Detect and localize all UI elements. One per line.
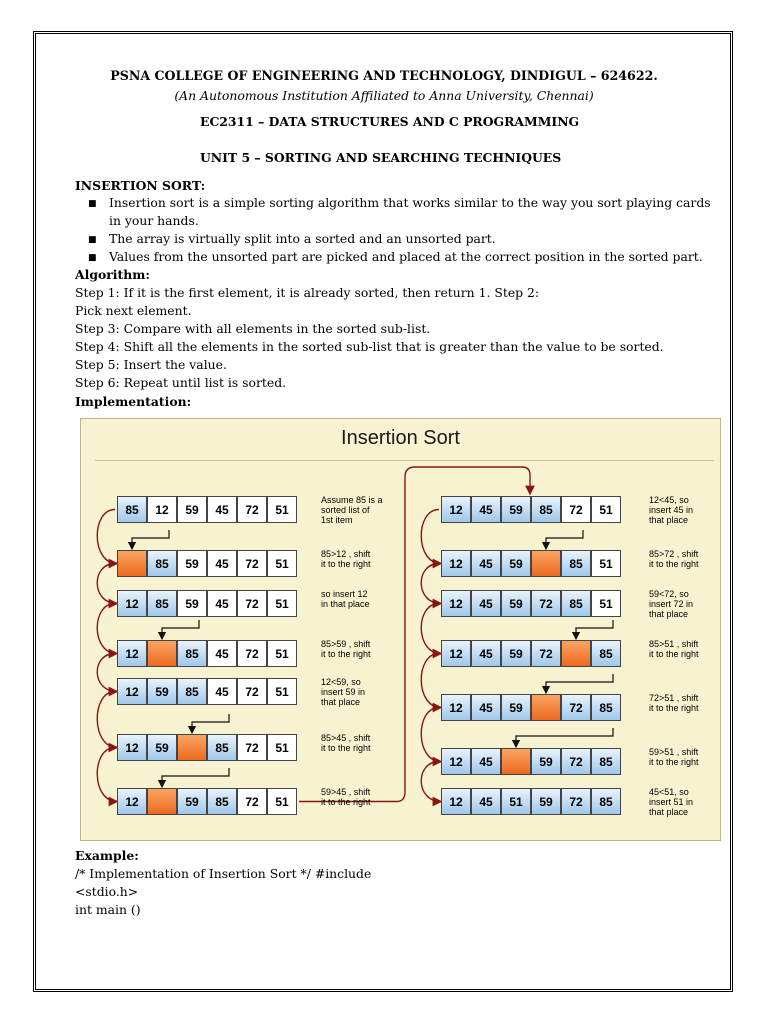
array-cell: 59 xyxy=(501,694,531,721)
array-cell: 85 xyxy=(561,550,591,577)
array-cell: 51 xyxy=(267,678,297,705)
code-line: <stdio.h> xyxy=(75,884,139,899)
bullet-1-line-1: Insertion sort is a simple sorting algorithm that works similar to the way you sort playing cards xyxy=(109,195,711,210)
array-cell: 59 xyxy=(501,550,531,577)
example-heading: Example: xyxy=(75,848,139,863)
array-cell: 85 xyxy=(591,694,621,721)
affiliation: (An Autonomous Institution Affiliated to Anna University, Chennai) xyxy=(174,88,594,103)
array-cell: 85 xyxy=(147,590,177,617)
array-cell: 51 xyxy=(267,550,297,577)
step-note: 72>51 , shift it to the right xyxy=(649,693,699,713)
array-cell: 12 xyxy=(441,748,471,775)
array-cell: 59 xyxy=(501,496,531,523)
array-cell: 51 xyxy=(267,734,297,761)
step-note: 85>45 , shift it to the right xyxy=(321,733,371,753)
array-cell: 59 xyxy=(177,496,207,523)
array-cell: 51 xyxy=(591,496,621,523)
array-cell: 85 xyxy=(591,640,621,667)
course-title: EC2311 – DATA STRUCTURES AND C PROGRAMMING xyxy=(200,114,580,129)
algorithm-step: Pick next element. xyxy=(75,303,192,318)
array-cell: 45 xyxy=(471,496,501,523)
array-cell: 59 xyxy=(531,788,561,815)
array-cell: 45 xyxy=(207,496,237,523)
flow-arrow xyxy=(97,748,117,802)
array-cell: 85 xyxy=(117,496,147,523)
array-cell: 51 xyxy=(501,788,531,815)
array-cell-gap xyxy=(147,640,177,667)
unit-title: UNIT 5 – SORTING AND SEARCHING TECHNIQUES xyxy=(200,150,562,165)
bullet-1-line-2: in your hands. xyxy=(109,213,199,228)
implementation-heading: Implementation: xyxy=(75,394,192,409)
flow-arrow xyxy=(421,654,441,708)
array-cell: 51 xyxy=(591,590,621,617)
step-note: 85>72 , shift it to the right xyxy=(649,549,699,569)
array-cell: 72 xyxy=(531,590,561,617)
array-cell-gap xyxy=(147,788,177,815)
diagram-title: Insertion Sort xyxy=(341,427,460,449)
array-cell-gap xyxy=(117,550,147,577)
array-cell: 85 xyxy=(561,590,591,617)
array-cell: 72 xyxy=(237,496,267,523)
bullet-marker: ■ xyxy=(88,253,97,263)
array-cell: 85 xyxy=(147,550,177,577)
flow-arrow xyxy=(421,510,441,564)
array-cell: 12 xyxy=(117,678,147,705)
bullet-3: Values from the unsorted part are picked and placed at the correct position in the sorted part. xyxy=(109,249,703,264)
array-cell: 51 xyxy=(267,788,297,815)
step-note: 59>51 , shift it to the right xyxy=(649,747,699,767)
array-cell: 51 xyxy=(267,496,297,523)
array-cell: 85 xyxy=(207,734,237,761)
step-note: 12<59, so insert 59 in that place xyxy=(321,677,366,707)
flow-arrow xyxy=(421,708,441,762)
flow-arrow xyxy=(421,762,441,802)
array-cell: 45 xyxy=(471,694,501,721)
insertion-sort-diagram xyxy=(80,418,721,841)
diagram-arrows xyxy=(81,419,722,842)
bullet-marker: ■ xyxy=(88,235,97,245)
bullet-marker: ■ xyxy=(88,199,97,209)
flow-arrow xyxy=(97,654,117,692)
flow-arrow xyxy=(97,564,117,604)
step-note: 59<72, so insert 72 in that place xyxy=(649,589,694,619)
array-cell: 59 xyxy=(177,590,207,617)
step-note: 45<51, so insert 51 in that place xyxy=(649,787,694,817)
array-cell: 51 xyxy=(267,590,297,617)
bullet-2: The array is virtually split into a sorted and an unsorted part. xyxy=(109,231,496,246)
flow-arrow xyxy=(97,510,117,564)
array-cell: 45 xyxy=(207,678,237,705)
array-cell: 12 xyxy=(441,496,471,523)
array-cell: 12 xyxy=(117,590,147,617)
array-cell-gap xyxy=(531,694,561,721)
array-cell: 72 xyxy=(237,734,267,761)
array-cell: 12 xyxy=(441,788,471,815)
shift-arrow xyxy=(132,530,169,549)
code-line: /* Implementation of Insertion Sort */ #include xyxy=(75,866,372,881)
shift-arrow xyxy=(576,620,613,639)
array-cell: 85 xyxy=(591,788,621,815)
algorithm-step: Step 4: Shift all the elements in the sorted sub-list that is greater than the value to be sorted. xyxy=(75,339,664,354)
array-cell: 45 xyxy=(207,590,237,617)
array-cell: 12 xyxy=(441,590,471,617)
array-cell: 72 xyxy=(237,590,267,617)
array-cell-gap xyxy=(501,748,531,775)
shift-arrow xyxy=(162,620,199,639)
array-cell: 72 xyxy=(237,640,267,667)
step-note: Assume 85 is a sorted list of 1st item xyxy=(321,495,383,525)
algorithm-heading: Algorithm: xyxy=(75,267,150,282)
shift-arrow xyxy=(162,768,229,787)
section-heading: INSERTION SORT: xyxy=(75,178,206,193)
array-cell: 12 xyxy=(441,640,471,667)
college-name: PSNA COLLEGE OF ENGINEERING AND TECHNOLOGY, DINDIGUL – 624622. xyxy=(110,68,658,83)
code-line: int main () xyxy=(75,902,141,917)
step-note: 12<45, so insert 45 in that place xyxy=(649,495,694,525)
array-cell: 45 xyxy=(471,640,501,667)
title-divider xyxy=(95,460,714,461)
flow-arrow xyxy=(97,604,117,654)
array-cell: 72 xyxy=(561,694,591,721)
shift-arrow xyxy=(546,674,613,693)
array-cell: 59 xyxy=(147,734,177,761)
array-cell: 85 xyxy=(591,748,621,775)
array-cell: 45 xyxy=(207,640,237,667)
array-cell: 59 xyxy=(147,678,177,705)
array-cell: 59 xyxy=(177,550,207,577)
flow-arrow xyxy=(421,604,441,654)
array-cell: 12 xyxy=(117,640,147,667)
flow-arrow xyxy=(421,564,441,604)
step-note: 85>51 , shift it to the right xyxy=(649,639,699,659)
array-cell: 72 xyxy=(561,748,591,775)
array-cell: 72 xyxy=(561,496,591,523)
array-cell: 59 xyxy=(177,788,207,815)
array-cell: 12 xyxy=(441,550,471,577)
array-cell: 12 xyxy=(147,496,177,523)
array-cell: 72 xyxy=(237,678,267,705)
array-cell: 59 xyxy=(531,748,561,775)
algorithm-step: Step 5: Insert the value. xyxy=(75,357,227,372)
array-cell: 85 xyxy=(177,640,207,667)
array-cell: 85 xyxy=(177,678,207,705)
array-cell: 59 xyxy=(501,590,531,617)
array-cell: 72 xyxy=(237,788,267,815)
flow-arrow xyxy=(97,692,117,748)
array-cell: 45 xyxy=(471,748,501,775)
array-cell: 72 xyxy=(561,788,591,815)
step-note: 85>59 , shift it to the right xyxy=(321,639,371,659)
array-cell: 12 xyxy=(117,788,147,815)
array-cell: 51 xyxy=(591,550,621,577)
array-cell: 45 xyxy=(471,590,501,617)
array-cell: 51 xyxy=(267,640,297,667)
algorithm-step: Step 1: If it is the first element, it is already sorted, then return 1. Step 2: xyxy=(75,285,540,300)
array-cell-gap xyxy=(561,640,591,667)
algorithm-step: Step 3: Compare with all elements in the sorted sub-list. xyxy=(75,321,431,336)
array-cell-gap xyxy=(531,550,561,577)
shift-arrow xyxy=(192,714,229,733)
array-cell: 72 xyxy=(237,550,267,577)
array-cell-gap xyxy=(177,734,207,761)
array-cell: 45 xyxy=(471,550,501,577)
array-cell: 85 xyxy=(531,496,561,523)
array-cell: 72 xyxy=(531,640,561,667)
step-note: so insert 12 in that place xyxy=(321,589,370,609)
algorithm-step: Step 6: Repeat until list is sorted. xyxy=(75,375,287,390)
shift-arrow xyxy=(546,530,583,549)
step-note: 59>45 , shift it to the right xyxy=(321,787,371,807)
array-cell: 45 xyxy=(471,788,501,815)
array-cell: 12 xyxy=(441,694,471,721)
step-note: 85>12 , shift it to the right xyxy=(321,549,371,569)
shift-arrow xyxy=(516,728,613,747)
array-cell: 59 xyxy=(501,640,531,667)
array-cell: 85 xyxy=(207,788,237,815)
array-cell: 12 xyxy=(117,734,147,761)
array-cell: 45 xyxy=(207,550,237,577)
